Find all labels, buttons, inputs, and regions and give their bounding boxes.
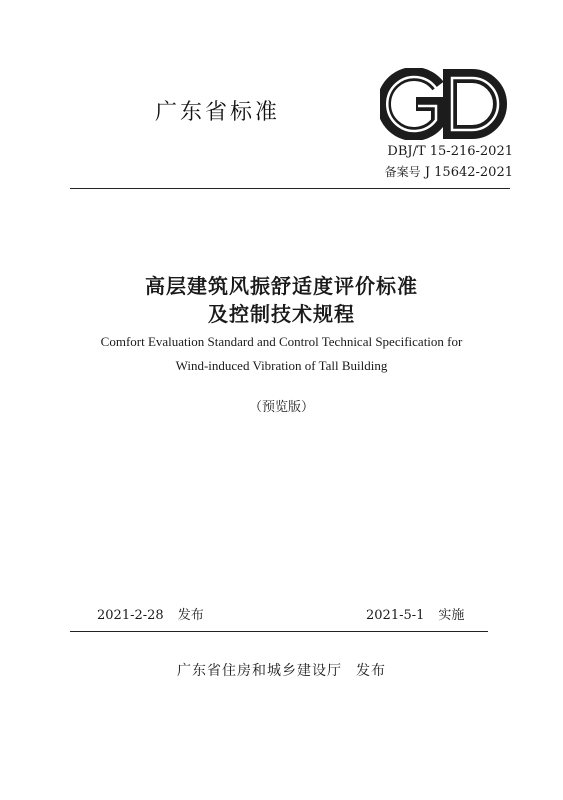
publisher-name: 广东省住房和城乡建设厅 — [177, 663, 342, 679]
bottom-divider — [70, 631, 488, 632]
implement-date: 2021-5-1 — [366, 608, 425, 623]
record-number: J 15642-2021 — [424, 165, 513, 180]
publisher-line — [0, 660, 563, 680]
title-cn-line2: 及控制技术规程 — [208, 302, 355, 326]
issue-date-line — [97, 604, 204, 623]
standard-level-title: 广东省标准 — [155, 100, 281, 125]
edition-label: （预览版） — [248, 400, 314, 415]
standard-code: DBJ/T 15-216-2021 — [387, 144, 513, 159]
top-divider — [70, 188, 510, 189]
issue-label: 发布 — [177, 608, 204, 623]
record-label: 备案号 — [384, 165, 421, 179]
record-number-line — [385, 163, 513, 180]
publish-label: 发布 — [356, 663, 386, 679]
title-en-line1: Comfort Evaluation Standard and Control Technical Specification for — [100, 334, 463, 349]
implement-date-line — [366, 604, 464, 623]
title-cn-line1: 高层建筑风振舒适度评价标准 — [145, 274, 418, 298]
title-en-line2: Wind-induced Vibration of Tall Building — [175, 358, 388, 373]
gd-logo — [380, 68, 508, 140]
implement-label: 实施 — [438, 608, 465, 623]
issue-date: 2021-2-28 — [97, 608, 164, 623]
